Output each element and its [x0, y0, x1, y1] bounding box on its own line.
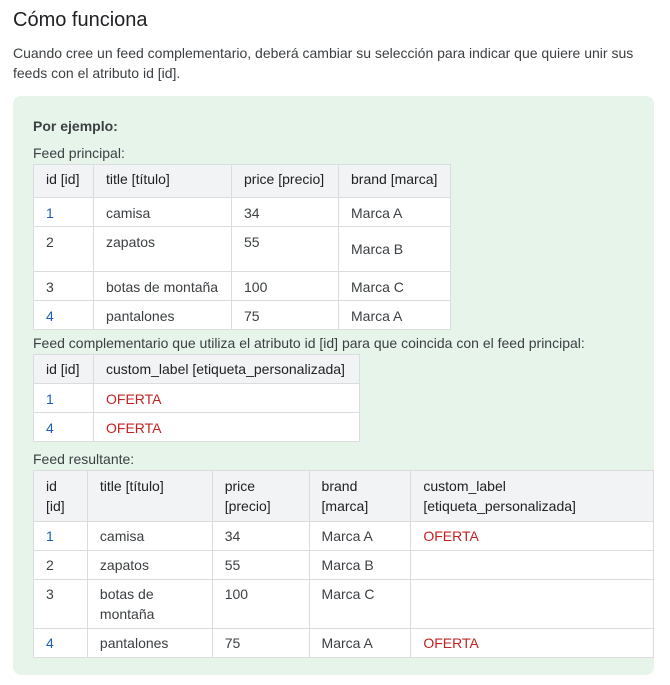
- cell-price: 100: [212, 580, 309, 629]
- cell-custom-label: [411, 551, 654, 580]
- table-row: [34, 272, 451, 301]
- cell-id: 2: [34, 227, 94, 272]
- cell-price: 55: [232, 227, 339, 272]
- column-header-brand-text: brand [marca]: [321, 478, 369, 514]
- cell-title: pantalones: [87, 629, 212, 658]
- column-header-brand: [309, 471, 411, 522]
- column-header-price: price [precio]: [232, 165, 339, 198]
- cell-id: 3: [34, 580, 88, 629]
- column-header-price: [212, 471, 309, 522]
- table-header-row: [34, 471, 654, 522]
- cell-title-text: botas de montaña: [99, 586, 155, 622]
- cell-title: zapatos: [87, 551, 212, 580]
- table-row: [34, 629, 654, 658]
- cell-custom-label: OFERTA: [94, 384, 360, 413]
- cell-id: 1: [34, 522, 88, 551]
- cell-brand: Marca A: [339, 198, 451, 227]
- intro-text: Cuando cree un feed complementario, deberá cambiar su selección para indicar que quiere unir sus feeds con el atributo id [id].: [13, 45, 634, 81]
- cell-id: 4: [34, 301, 94, 330]
- cell-brand: Marca A: [309, 522, 411, 551]
- cell-id: 1: [34, 384, 94, 413]
- result-feed-table: [33, 470, 654, 658]
- cell-id: 1: [34, 198, 94, 227]
- column-header-id: id [id]: [34, 165, 94, 198]
- table-header-row: [34, 355, 360, 384]
- cell-id: 3: [34, 272, 94, 301]
- result-feed-caption: Feed resultante:: [33, 451, 135, 467]
- column-header-custom-label-text: custom_label [etiqueta_personalizada]: [423, 478, 576, 514]
- column-header-price-text: price [precio]: [224, 478, 271, 514]
- column-header-id-text: id [id]: [46, 478, 65, 514]
- table-header-row: [34, 165, 451, 198]
- cell-brand: Marca B: [339, 227, 451, 272]
- cell-id: 4: [34, 629, 88, 658]
- column-header-id: id [id]: [34, 355, 94, 384]
- cell-price: 55: [212, 551, 309, 580]
- cell-price: 75: [232, 301, 339, 330]
- main-feed-table: [33, 164, 451, 330]
- table-row: [34, 198, 451, 227]
- table-row: [34, 522, 654, 551]
- page-title: Cómo funciona: [13, 9, 148, 31]
- table-row: [34, 580, 654, 629]
- cell-price: 34: [212, 522, 309, 551]
- column-header-title: title [título]: [94, 165, 232, 198]
- cell-brand: Marca A: [309, 629, 411, 658]
- table-row: [34, 551, 654, 580]
- column-header-brand: brand [marca]: [339, 165, 451, 198]
- cell-custom-label: OFERTA: [94, 413, 360, 442]
- main-feed-caption: Feed principal:: [33, 145, 125, 161]
- table-row: [34, 413, 360, 442]
- cell-id: 2: [34, 551, 88, 580]
- cell-brand: Marca B: [309, 551, 411, 580]
- table-row: [34, 384, 360, 413]
- cell-brand: Marca C: [339, 272, 451, 301]
- cell-id: 4: [34, 413, 94, 442]
- cell-custom-label: [411, 580, 654, 629]
- cell-title: pantalones: [94, 301, 232, 330]
- cell-brand: Marca A: [339, 301, 451, 330]
- table-row: [34, 301, 451, 330]
- cell-custom-label: OFERTA: [411, 629, 654, 658]
- cell-custom-label: OFERTA: [411, 522, 654, 551]
- cell-title: botas de montaña: [94, 272, 232, 301]
- cell-price: 34: [232, 198, 339, 227]
- column-header-custom-label: [411, 471, 654, 522]
- example-panel: [13, 96, 654, 675]
- cell-title: camisa: [94, 198, 232, 227]
- cell-title: camisa: [87, 522, 212, 551]
- supplemental-feed-table: [33, 354, 360, 442]
- column-header-id: [34, 471, 88, 522]
- column-header-title: title [título]: [87, 471, 212, 522]
- cell-title: [87, 580, 212, 629]
- example-label: Por ejemplo:: [33, 118, 118, 134]
- supplemental-feed-caption: Feed complementario que utiliza el atributo id [id] para que coincida con el feed principal:: [33, 335, 585, 351]
- table-row: [34, 227, 451, 272]
- column-header-custom-label: custom_label [etiqueta_personalizada]: [94, 355, 360, 384]
- cell-brand: Marca C: [309, 580, 411, 629]
- cell-price: 75: [212, 629, 309, 658]
- cell-title: zapatos: [94, 227, 232, 272]
- cell-price: 100: [232, 272, 339, 301]
